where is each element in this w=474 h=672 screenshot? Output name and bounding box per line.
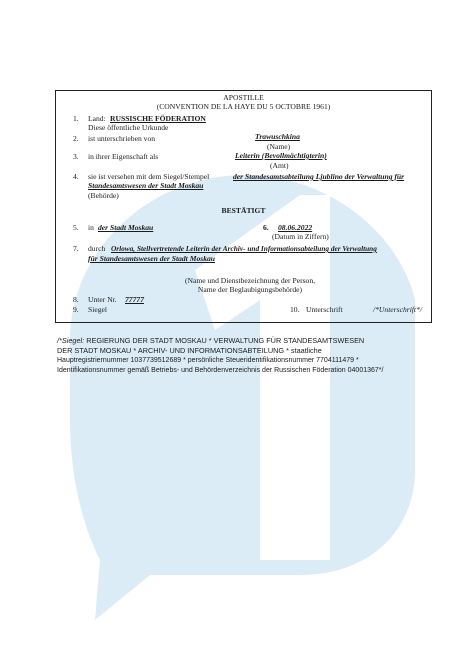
seal-description [57, 336, 435, 376]
authority-caption: (Behörde) [88, 191, 119, 200]
number-label: Unter Nr. [88, 295, 117, 304]
seal-text-line-3: Hauptregistriernummer 1037739512689 * persönliche Steueridentifikationsnummer 7704111479 * [57, 357, 359, 364]
signature-label: Unterschrift [306, 305, 343, 314]
seal-lead: /*Siegel: [57, 336, 85, 345]
office-caption: (Amt) [270, 161, 289, 170]
stamp-label: Siegel [88, 305, 107, 314]
seal-text-line-4: Identifikationsnummer gemäß Betriebs- und Behördenverzeichnis der Russischen Föderation 04001367*/ [57, 367, 384, 374]
field-number-9: 9. [73, 305, 79, 314]
seal-text-line-1 [57, 336, 435, 346]
seal-line-1-text: REGIERUNG DER STADT MOSKAU * VERWALTUNG FÜR STANDESAMTSWESEN [84, 336, 365, 345]
certified-heading: BESTÄTIGT [221, 206, 266, 215]
capacity-label: in ihrer Eigenschaft als [88, 152, 159, 161]
seal-label: sie ist versehen mit dem Siegel/Stempel [88, 172, 210, 181]
field-number-5: 5. [73, 223, 79, 232]
person-caption-line-2: Name der Beglaubigungsbehörde) [197, 285, 303, 294]
land-value: RUSSISCHE FÖDERATION [110, 114, 206, 123]
apostille-subtitle: (CONVENTION DE LA HAYE DU 5 OCTOBRE 1961) [156, 102, 331, 111]
apostille-title: APOSTILLE [223, 93, 264, 102]
signed-by-value: Trawuschkina [255, 132, 300, 141]
place-value: der Stadt Moskau [98, 223, 154, 232]
field-number-3: 3. [73, 152, 79, 161]
field-number-10: 10. [290, 305, 300, 314]
signature-value: /*Unterschrift*/ [373, 305, 422, 314]
seal-text-line-2: DER STADT MOSKAU * ARCHIV- UND INFORMATIONSABTEILUNG * staatliche [57, 346, 322, 355]
field-number-2: 2. [73, 134, 79, 143]
field-number-6: 6. [263, 223, 269, 232]
date-value: 08.06.2022 [278, 223, 313, 232]
by-label: durch [88, 244, 106, 253]
person-caption-line-1: (Name und Dienstbezeichnung der Person, [184, 276, 316, 285]
name-caption: (Name) [267, 142, 291, 151]
signed-by-label: ist unterschrieben von [88, 134, 156, 143]
by-value-line-2: für Standesamtswesen der Stadt Moskau [88, 254, 216, 263]
in-label: in [88, 223, 94, 232]
field-number-7: 7. [73, 244, 79, 253]
capacity-value: Leiterin (Bevollmächtigterin) [235, 151, 327, 160]
public-document-label: Diese öffentliche Urkunde [88, 123, 169, 132]
field-number-1: 1. [73, 114, 79, 123]
seal-value-line-1: der Standesamtsabteilung Ljublino der Verwaltung für [233, 172, 405, 181]
field-number-4: 4. [73, 172, 79, 181]
by-value-line-1: Orlowa, Stellvertretende Leiterin der Archiv- und Informationsabteilung der Verwaltung [111, 244, 377, 253]
seal-value-line-2: Standesamtswesen der Stadt Moskau [88, 181, 204, 190]
land-label: Land: [88, 114, 106, 123]
date-caption: (Datum in Ziffern) [272, 232, 329, 241]
field-number-8: 8. [73, 295, 79, 304]
number-value: 77777 [125, 295, 144, 304]
